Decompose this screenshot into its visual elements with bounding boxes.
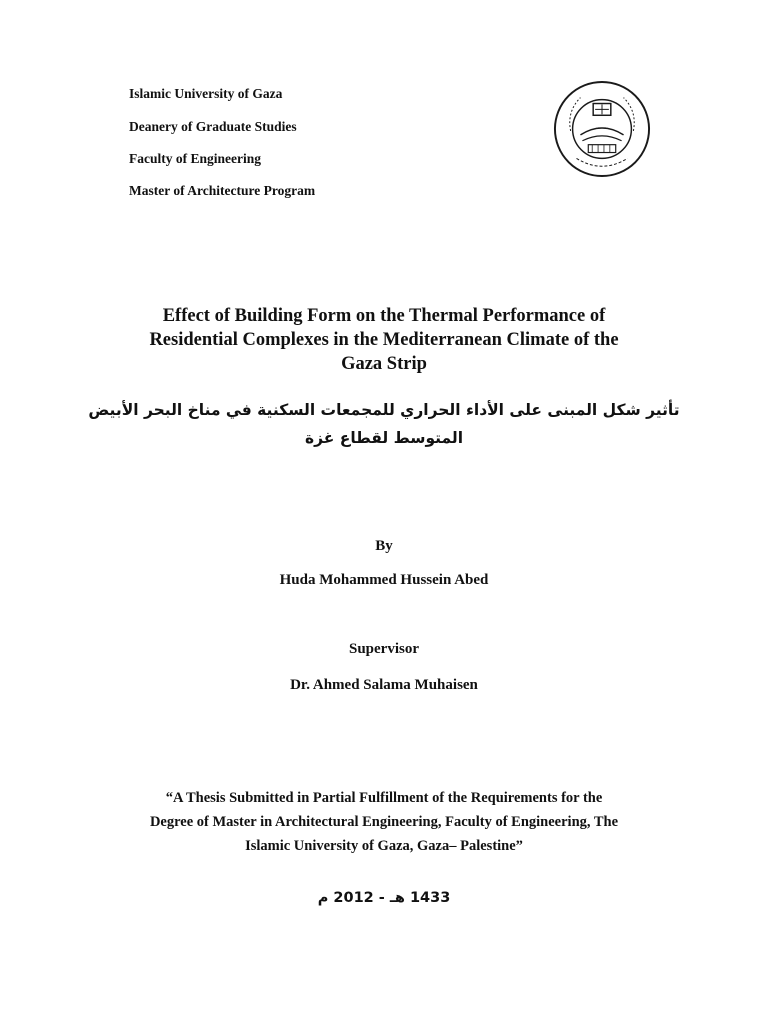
thesis-title-line-3: Gaza Strip xyxy=(341,354,427,374)
by-label: By xyxy=(375,538,393,554)
arabic-title xyxy=(0,396,768,452)
supervisor-name: Dr. Ahmed Salama Muhaisen xyxy=(290,677,478,693)
statement-line-2: Degree of Master in Architectural Engineering, Faculty of Engineering, The xyxy=(149,814,619,830)
submission-date: 1433 هـ - 2012 م xyxy=(317,890,451,906)
statement-line-3: Islamic University of Gaza, Gaza– Palestine” xyxy=(245,838,523,854)
faculty-name: Faculty of Engineering xyxy=(129,151,261,166)
program-name: Master of Architecture Program xyxy=(129,183,316,198)
submission-statement xyxy=(0,786,768,858)
university-seal-icon xyxy=(553,80,651,178)
university-name: Islamic University of Gaza xyxy=(129,86,283,101)
author-name: Huda Mohammed Hussein Abed xyxy=(279,572,489,588)
thesis-title xyxy=(0,304,768,376)
thesis-title-line-2: Residential Complexes in the Mediterranean Climate of the xyxy=(149,330,619,350)
deanery-name: Deanery of Graduate Studies xyxy=(129,119,297,134)
thesis-title-line-1: Effect of Building Form on the Thermal Performance of xyxy=(162,306,606,326)
arabic-title-line-2: المتوسط لقطاع غزة xyxy=(304,429,464,447)
arabic-title-line-1: تأثير شكل المبنى على الأداء الحراري للمجمعات السكنية في مناخ البحر الأبيض xyxy=(88,401,680,419)
supervisor-label: Supervisor xyxy=(348,641,419,657)
statement-line-1: “A Thesis Submitted in Partial Fulfillment of the Requirements for the xyxy=(165,790,603,806)
